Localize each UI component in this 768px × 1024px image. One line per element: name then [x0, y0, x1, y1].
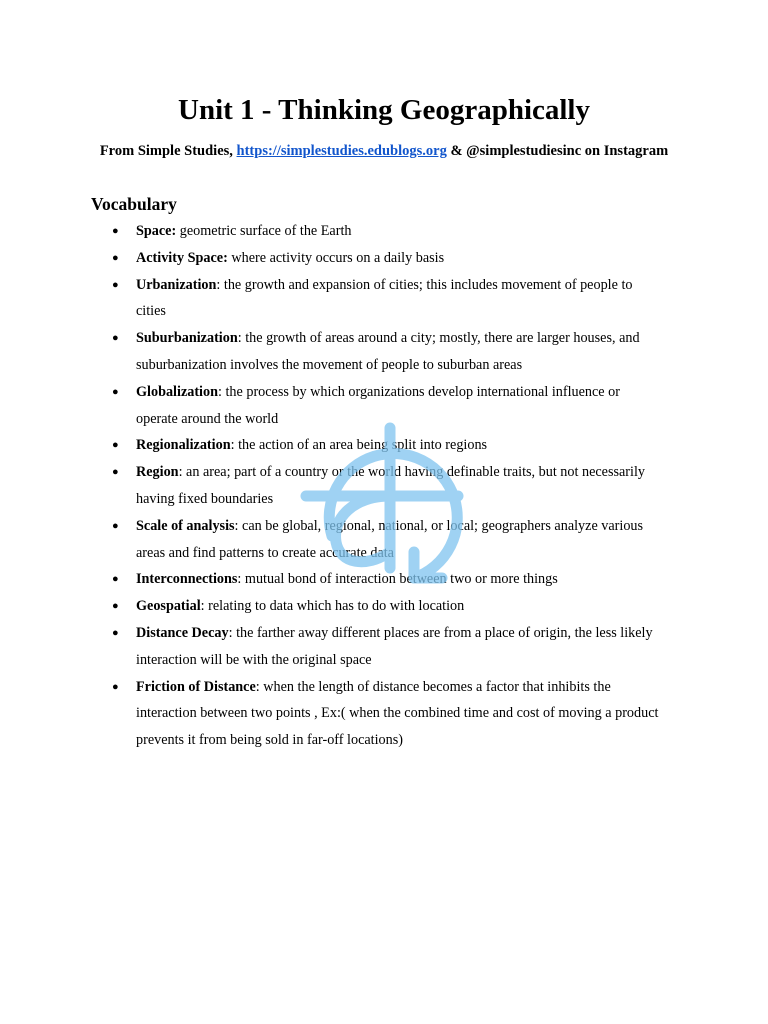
- bullet-icon: ●: [112, 439, 119, 452]
- vocabulary-item: [0, 245, 768, 272]
- bullet-icon: ●: [112, 251, 119, 264]
- source-suffix: & @simplestudiesinc on Instagram: [446, 143, 669, 159]
- vocabulary-definition: : mutual bond of interaction between two or more things: [237, 571, 558, 588]
- vocabulary-list: [0, 218, 768, 754]
- vocabulary-definition: : relating to data which has to do with location: [200, 598, 465, 615]
- vocabulary-definition: : when the length of distance becomes a factor that inhibits the interaction between two points , Ex:( when the combined time and cost of moving a product prevents it from being sold in far-off locations): [136, 678, 659, 749]
- vocabulary-term: Space:: [136, 223, 177, 239]
- bullet-icon: ●: [112, 225, 119, 237]
- bullet-icon: ●: [112, 385, 119, 398]
- vocabulary-term: Region: [136, 464, 179, 481]
- vocabulary-item: [0, 272, 768, 326]
- vocabulary-item: [0, 218, 768, 245]
- vocabulary-term: Friction of Distance: [136, 678, 256, 695]
- vocabulary-definition: : the action of an area being split into regions: [230, 437, 488, 454]
- vocabulary-item: [0, 432, 768, 459]
- vocabulary-term: Urbanization: [136, 276, 217, 293]
- vocabulary-item: [0, 459, 768, 513]
- vocabulary-definition: : an area; part of a country or the world having definable traits, but not necessarily having fixed boundaries: [136, 464, 646, 507]
- vocabulary-definition: where activity occurs on a daily basis: [227, 249, 445, 266]
- bullet-icon: ●: [112, 626, 119, 639]
- vocabulary-definition: geometric surface of the Earth: [176, 223, 352, 239]
- bullet-icon: ●: [112, 278, 119, 291]
- source-line: [0, 141, 768, 161]
- source-link[interactable]: https://simplestudies.edublogs.org: [236, 143, 447, 159]
- vocabulary-item: [0, 620, 768, 674]
- vocabulary-term: Geospatial: [136, 598, 201, 615]
- vocabulary-term: Globalization: [136, 383, 218, 400]
- vocabulary-definition: : the growth of areas around a city; mostly, there are larger houses, and suburbanization involves the movement of people to suburban areas: [136, 330, 640, 373]
- vocabulary-item: [0, 325, 768, 379]
- bullet-icon: ●: [112, 680, 119, 693]
- vocabulary-definition: : the farther away different places are from a place of origin, the less likely interaction will be with the original space: [136, 624, 653, 668]
- section-heading-vocabulary: Vocabulary: [91, 194, 177, 214]
- vocabulary-term: Regionalization: [136, 437, 231, 454]
- vocabulary-definition: : the process by which organizations develop international influence or operate around the world: [136, 383, 620, 427]
- vocabulary-item: [0, 379, 768, 433]
- bullet-icon: ●: [112, 466, 119, 479]
- vocabulary-definition: : the growth and expansion of cities; this includes movement of people to cities: [136, 276, 633, 320]
- vocabulary-definition: : can be global, regional, national, or local; geographers analyze various areas and find patterns to create accurate data: [136, 517, 644, 561]
- vocabulary-item: [0, 566, 768, 593]
- vocabulary-term: Suburbanization: [136, 330, 238, 347]
- bullet-icon: ●: [112, 573, 119, 586]
- bullet-icon: ●: [112, 332, 119, 345]
- vocabulary-term: Activity Space:: [136, 249, 228, 266]
- vocabulary-item: [0, 513, 768, 567]
- vocabulary-item: [0, 593, 768, 620]
- page-title: Unit 1 - Thinking Geographically: [178, 94, 590, 126]
- vocabulary-term: Interconnections: [136, 571, 238, 588]
- bullet-icon: ●: [112, 600, 119, 613]
- vocabulary-term: Distance Decay: [136, 624, 229, 641]
- bullet-icon: ●: [112, 519, 119, 532]
- source-prefix: From Simple Studies,: [99, 143, 237, 159]
- vocabulary-item: [0, 674, 768, 754]
- vocabulary-term: Scale of analysis: [136, 517, 235, 534]
